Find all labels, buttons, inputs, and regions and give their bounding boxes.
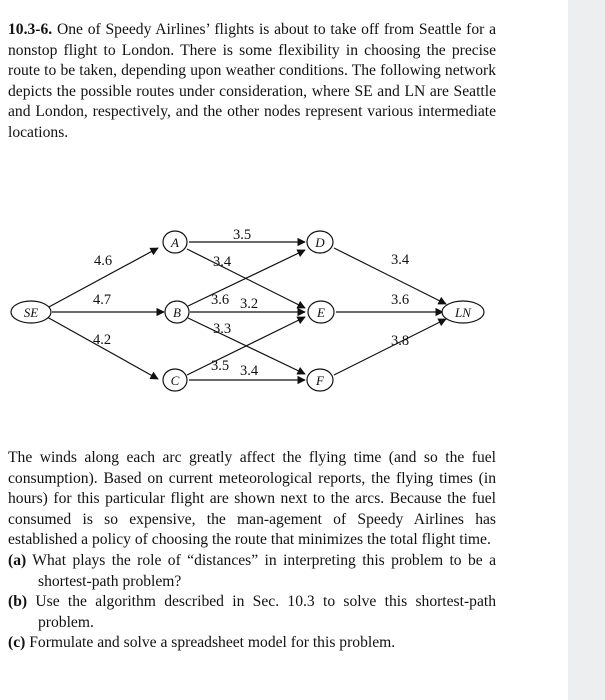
time-d-ln: 3.4 [390, 252, 410, 268]
part-b-text: Use the algorithm described in Sec. 10.3 to solve this shortest-path problem. [35, 593, 497, 631]
time-f-ln: 3.8 [390, 333, 410, 349]
problem-intro [8, 20, 496, 144]
problem-number: 10.3-6. [8, 21, 53, 38]
problem-statement [8, 20, 496, 144]
part-b-label: (b) [8, 593, 28, 611]
time-a-d: 3.5 [232, 227, 252, 243]
part-a-label: (a) [8, 551, 27, 569]
side-panel [568, 0, 605, 700]
node-label-f: F [316, 373, 324, 388]
part-b [8, 592, 496, 633]
part-c [8, 633, 496, 654]
time-c-e: 3.5 [210, 358, 230, 374]
node-label-d: D [315, 235, 325, 250]
route-network-figure [0, 222, 520, 412]
time-se-b: 4.7 [92, 292, 112, 308]
part-a-text: What plays the role of “distances” in interpreting this problem to be a shortest-path problem? [32, 551, 496, 590]
time-a-e: 3.4 [212, 254, 232, 270]
node-label-a: A [171, 235, 179, 250]
time-b-f: 3.3 [212, 321, 232, 337]
time-se-a: 4.6 [93, 253, 113, 269]
time-b-d: 3.6 [210, 292, 230, 308]
part-c-label: (c) [8, 634, 26, 652]
intro-text: One of Speedy Airlines’ flights is about to take off from Seattle for a nonstop flight to London. There is some flexibility in choosing the precise route to be taken, depending upon weather conditions. The following network depicts the possible routes under consideration, where SE and LN are Seattle and London, respectively, and the other nodes represent various intermediate locations. [8, 21, 497, 141]
time-se-c: 4.2 [92, 332, 112, 348]
node-label-ln: LN [455, 305, 471, 320]
node-label-se: SE [23, 305, 39, 320]
problem-body: The winds along each arc greatly affect the flying time (and so the fuel consumption). Based on current meteorological reports, the flying times (in hours) for this particular flight are shown next to the arcs. Because the fuel consumed is so expensive, the man-agement of Speedy Airlines has established a policy of choosing the route that minimizes the total flight time. [8, 449, 496, 549]
node-label-c: C [170, 373, 180, 388]
part-a [8, 551, 496, 592]
part-c-text: Formulate and solve a spreadsheet model for this problem. [29, 634, 396, 652]
network-diagram [0, 222, 520, 412]
time-b-e: 3.2 [239, 296, 259, 312]
time-e-ln: 3.6 [390, 292, 410, 308]
problem-continuation [8, 448, 496, 654]
node-label-e: E [317, 305, 325, 320]
time-c-f: 3.4 [239, 363, 259, 379]
node-label-b: B [173, 305, 181, 320]
arc-se-c [47, 317, 158, 379]
